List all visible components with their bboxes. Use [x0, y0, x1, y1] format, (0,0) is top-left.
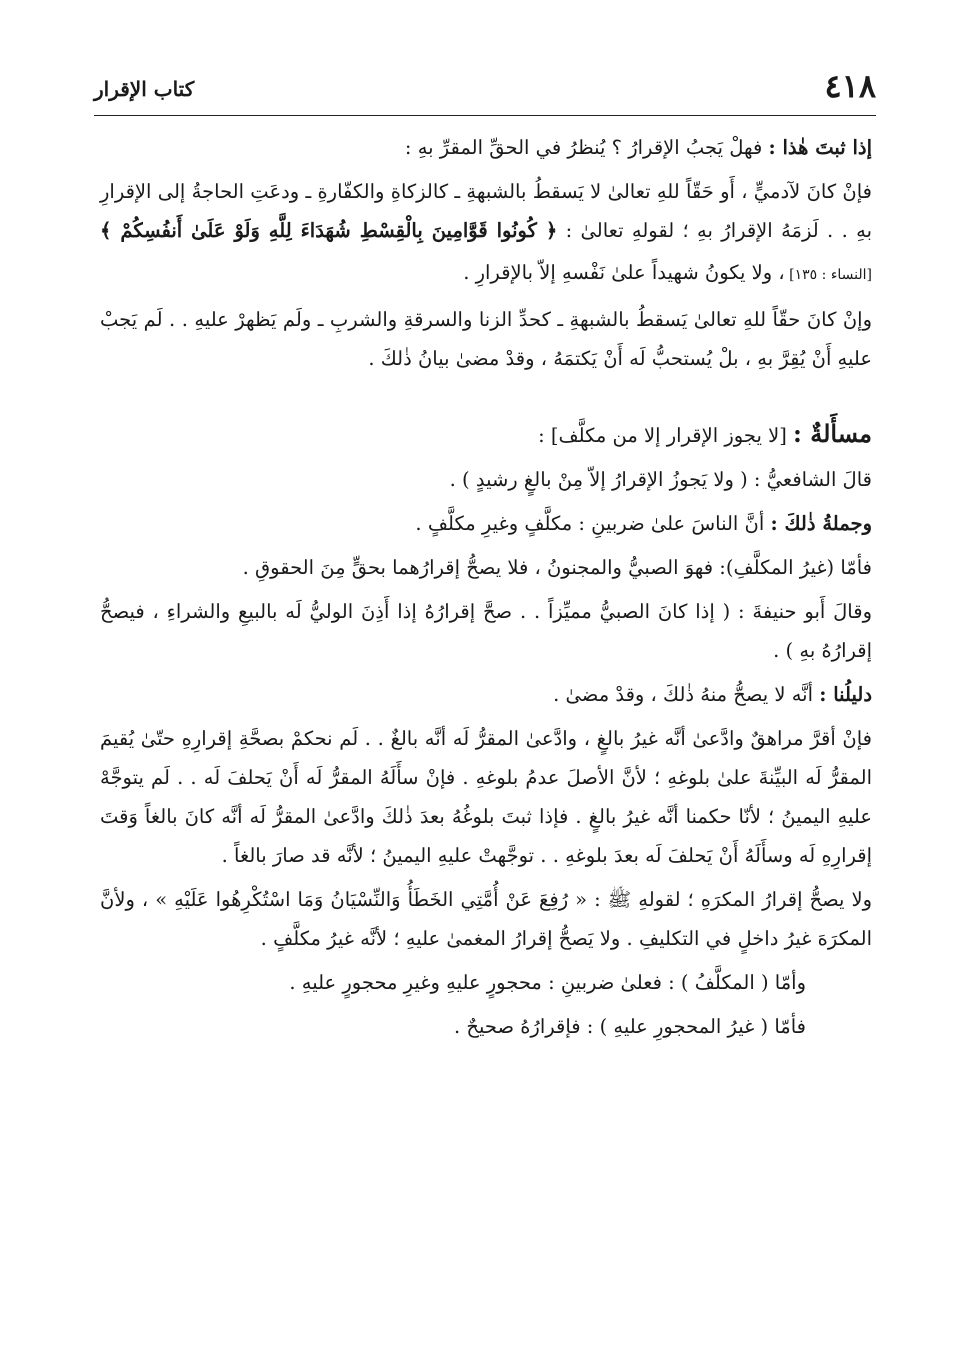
paragraph-text-after: ، ولا يكونُ شهيداً علىٰ نَفْسهِ إلاّ بالإقرارِ .	[463, 261, 785, 284]
paragraph-text: وقالَ أَبو حنيفةَ : ( إذا كانَ الصبيُّ مميِّزاً . . صحَّ إقرارُهُ إذا أَذِنَ الوليُّ لَه بالبيعِ والشراءِ ، فيصحُّ إقرارُهُ بهِ ) .	[100, 600, 872, 662]
paragraph-text: ولا يصحُّ إقرارُ المكرَهِ ؛ لقولهِ ﷺ : « رُفِعَ عَنْ أُمَّتِي الخَطَأُ وَالنِّسْيَانُ وَمَا اسْتُكْرِهُوا عَلَيْهِ » ، ولأنَّ المكرَهَ غيرُ داخلٍ في التكليفِ . ولا يَصحُّ إقرارُ المغمىٰ عليهِ ؛ لأنَّه غيرُ مكلَّفٍ .	[100, 888, 872, 950]
paragraph-text: وإنْ كانَ حقّاً للهِ تعالىٰ يَسقطُ بالشبهةِ ـ كحدِّ الزنا والسرقةِ والشربِ ـ ولَم يَظهرْ عليهِ . . لَم يَجبْ عليهِ أَنْ يُقِرَّ بهِ ، بلْ يُستحبُّ لَه أَنْ يَكتمَهُ ، وقدْ مضىٰ بيانُ ذٰلكَ .	[100, 308, 872, 370]
paragraph	[100, 172, 872, 295]
book-title: كتاب الإقرار	[94, 77, 195, 101]
paragraph-lead: دليلُنا :	[819, 683, 872, 706]
paragraph-lead: مسأَلةٌ :	[793, 419, 872, 448]
paragraph-text: فإنْ أقرَّ مراهقٌ وادَّعىٰ أنَّه غيرُ بالغٍ ، وادَّعىٰ المقرُّ لَه أنَّه بالغٌ . . لَم نحكمْ بصحَّةِ إقرارِهِ حتّىٰ يُقيمَ المقرُّ لَه البيِّنةَ علىٰ بلوغهِ ؛ لأنَّ الأصلَ عدمُ بلوغهِ . فإنْ سأَلَهُ المقرُّ لَه أَنْ يَحلفَ لَه . . لَم يتوجَّهْ عليهِ اليمينُ ؛ لأنّا حكمنا أنَّه غيرُ بالغٍ . فإذا ثبتَ بلوغُهُ بعدَ ذٰلكَ وادَّعىٰ المقرُّ لَه أنَّه كانَ بالغاً وَقتَ إقرارِهِ لَه وسأَلَهُ أَنْ يَحلفَ لَه بعدَ بلوغهِ . . توجَّهتْ عليهِ اليمينُ ؛ لأنَّه قد صارَ بالغاً .	[100, 727, 872, 867]
paragraph	[100, 460, 872, 499]
paragraph-lead: إذا ثبتَ هٰذا :	[768, 136, 872, 159]
verse-citation: [النساء : ١٣٥]	[784, 267, 872, 283]
masala-heading	[100, 414, 872, 455]
paragraph-text: فأمّا ( غيرُ المحجورِ عليهِ ) : فإقرارُهُ صحيحٌ .	[454, 1015, 806, 1038]
header-rule	[94, 115, 876, 116]
paragraph-text: أنَّه لا يصحُّ منهُ ذٰلكَ ، وقدْ مضىٰ .	[553, 683, 820, 706]
paragraph	[100, 675, 872, 714]
paragraph-text: فأمّا (غيرُ المكلَّفِ): فهوَ الصبيُّ والمجنونُ ، فلا يصحُّ إقرارُهما بحقٍّ مِنَ الحقوقِ .	[242, 556, 872, 579]
paragraph	[100, 719, 872, 875]
paragraph-text: قالَ الشافعيُّ : ( ولا يَجوزُ الإقرارُ إلاّ مِنْ بالغٍ رشيدٍ ) .	[449, 468, 872, 491]
paragraph-lead: وجملةُ ذٰلكَ :	[770, 512, 872, 535]
paragraph	[100, 592, 872, 670]
paragraph	[100, 880, 872, 958]
paragraph	[100, 548, 872, 587]
paragraph-text: فهلْ يَجبُ الإقرارُ ؟ يُنظرُ في الحقِّ المقرِّ بهِ :	[404, 136, 769, 159]
paragraph-text: أنَّ الناسَ علىٰ ضربينِ : مكلَّفٍ وغيرِ مكلَّفٍ .	[415, 512, 771, 535]
paragraph	[100, 963, 872, 1002]
page-body	[100, 128, 872, 1051]
paragraph	[100, 504, 872, 543]
quran-verse: ﴿ كُونُوا قَوَّامِينَ بِالْقِسْطِ شُهَدَاءَ لِلَّهِ وَلَوْ عَلَىٰ أَنفُسِكُمْ ﴾	[100, 219, 558, 242]
paragraph	[100, 128, 872, 167]
paragraph-text: فإنْ كانَ لآدميٍّ ، أَو حَقّاً للهِ تعالىٰ لا يَسقطُ بالشبهةِ ـ كالزكاةِ والكفّارةِ ـ ودعَتِ الحاجةُ إلى الإقرارِ بهِ . . لَزمَهُ الإقرارُ بهِ ؛ لقولهِ تعالىٰ :	[100, 180, 873, 242]
paragraph-text: [لا يجوز الإقرار إلا من مكلَّف] :	[538, 424, 794, 447]
paragraph-text: وأمّا ( المكلَّفُ ) : فعلىٰ ضربينِ : محجورٍ عليهِ وغيرِ محجورٍ عليهِ .	[289, 971, 806, 994]
paragraph	[100, 300, 872, 378]
paragraph	[100, 1007, 872, 1046]
page-number: ٤١٨	[824, 67, 876, 105]
page-header	[94, 66, 876, 106]
